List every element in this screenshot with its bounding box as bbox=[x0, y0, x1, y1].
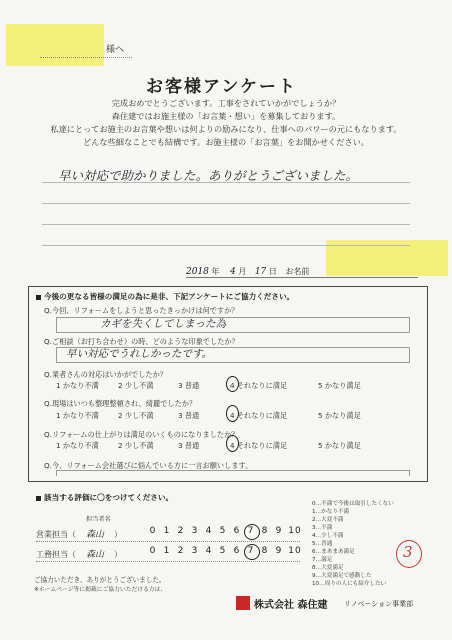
question-3: Q.業者さんの対応はいかがでしたか？ bbox=[44, 370, 167, 379]
legend-1: 1…かなり不満 bbox=[312, 509, 350, 515]
company-logo-icon bbox=[236, 596, 250, 610]
stamp-number: 3 bbox=[403, 543, 413, 561]
question-4: Q.現場はいつも整理整頓され、綺麗でしたか？ bbox=[44, 399, 197, 408]
addressee-underline bbox=[40, 57, 132, 58]
q4-option-2: 2 少し不満 bbox=[118, 411, 154, 420]
construction-score-9: 9 bbox=[275, 546, 283, 556]
q4-selected-circle bbox=[226, 405, 239, 422]
q3-option-4: 4 それなりに満足 bbox=[230, 381, 288, 390]
signature-year: 2018 bbox=[186, 267, 209, 277]
q5-option-3: 3 普通 bbox=[178, 441, 200, 450]
page-title: お客様アンケート bbox=[146, 77, 297, 97]
answer-2: 早い対応でうれしかったです。 bbox=[66, 348, 213, 360]
q5-selected-circle bbox=[226, 435, 239, 452]
answer-1: カギを失くしてしまった為 bbox=[100, 318, 226, 330]
answer-6-box bbox=[56, 470, 410, 476]
q3-option-5: 5 かなり満足 bbox=[318, 381, 361, 390]
sales-score-8: 8 bbox=[261, 526, 269, 536]
construction-score-10: 10 bbox=[288, 546, 302, 556]
construction-score-5: 5 bbox=[219, 546, 227, 556]
comment-line bbox=[42, 245, 410, 246]
question-5: Q.リフォームの仕上がりは満足のいくものになりましたか？ bbox=[44, 430, 239, 439]
legend-2: 2…大変不満 bbox=[312, 517, 344, 523]
construction-staff-label: 工務担当（ bbox=[36, 550, 76, 559]
signature-day: 17 bbox=[254, 267, 267, 277]
sales-scale bbox=[146, 526, 304, 536]
construction-score-7: 7 bbox=[247, 546, 255, 556]
question-2: Q.ご相談（お打ち合わせ）の時、どのような印象でしたか？ bbox=[44, 337, 239, 346]
construction-score-2: 2 bbox=[177, 546, 185, 556]
question-6: Q.今、リフォーム会社選びに悩んでいる方に一言お願いします。 bbox=[44, 461, 253, 470]
sales-score-5: 5 bbox=[219, 526, 227, 536]
legend-6: 6…まあまあ満足 bbox=[312, 549, 355, 555]
sales-score-4: 4 bbox=[205, 526, 213, 536]
construction-scale bbox=[146, 546, 304, 556]
sales-staff-label: 営業担当（ bbox=[36, 530, 76, 539]
signature-month-unit: 月 bbox=[238, 267, 247, 276]
sales-selected-circle bbox=[244, 524, 260, 540]
comment-line bbox=[42, 224, 410, 225]
intro-line-1: 完成おめでとうございます。工事をされていかがでしょうか？ bbox=[111, 98, 341, 108]
intro-line-2: 森住建ではお施主様の「お言葉・想い」を募集しております。 bbox=[111, 111, 341, 121]
construction-score-4: 4 bbox=[205, 546, 213, 556]
sales-score-6: 6 bbox=[233, 526, 241, 536]
legend-9: 9…大変満足で感動した bbox=[312, 573, 372, 579]
q5-option-2: 2 少し不満 bbox=[118, 441, 154, 450]
q5-option-1: 1 かなり不満 bbox=[56, 441, 99, 450]
question-1: Q.今回、リフォームをしようと思ったきっかけは何ですか？ bbox=[44, 306, 239, 315]
legend-4: 4…少し不満 bbox=[312, 533, 344, 539]
q3-selected-circle bbox=[226, 376, 239, 392]
q4-option-1: 1 かなり不満 bbox=[56, 411, 99, 420]
construction-underline bbox=[36, 561, 300, 562]
legend-0: 0…不満で今後は取引したくない bbox=[312, 501, 394, 507]
q3-option-3: 3 普通 bbox=[178, 381, 200, 390]
intro-line-3: 私達にとってお施主のお言葉や想いは何よりの励みになり、仕事へのパワーの元にもなります。 bbox=[50, 124, 402, 134]
footer-thanks: ご協力いただき、ありがとうございました。 bbox=[34, 576, 166, 584]
q3-option-2: 2 少し不満 bbox=[118, 381, 154, 390]
construction-score-3: 3 bbox=[191, 546, 199, 556]
rating-header bbox=[36, 492, 173, 503]
sales-score-2: 2 bbox=[177, 526, 185, 536]
sales-score-10: 10 bbox=[288, 526, 302, 536]
company-division: リノベーション事業部 bbox=[344, 600, 414, 608]
q5-option-5: 5 かなり満足 bbox=[318, 441, 361, 450]
construction-score-6: 6 bbox=[233, 546, 241, 556]
signature-month: 4 bbox=[230, 267, 236, 277]
legend-7: 7…満足 bbox=[312, 557, 333, 563]
signature-day-unit: 日 bbox=[268, 267, 277, 276]
q4-option-3: 3 普通 bbox=[178, 411, 200, 420]
legend-5: 5…普通 bbox=[312, 541, 333, 547]
rating-bullet-icon bbox=[36, 496, 41, 501]
rating-legend bbox=[312, 500, 394, 588]
legend-8: 8…大変満足 bbox=[312, 565, 344, 571]
legend-3: 3…不満 bbox=[312, 525, 333, 531]
redacted-name-top bbox=[6, 24, 104, 66]
signature-year-unit: 年 bbox=[211, 267, 220, 276]
construction-staff-row bbox=[36, 547, 122, 560]
q5-option-4: 4 それなりに満足 bbox=[230, 441, 288, 450]
comment-line bbox=[42, 203, 410, 204]
signature-date bbox=[186, 266, 309, 277]
sales-staff-close: ） bbox=[114, 530, 122, 539]
sales-score-3: 3 bbox=[191, 526, 199, 536]
sales-staff-name: 森山 bbox=[85, 530, 104, 540]
construction-score-1: 1 bbox=[163, 546, 171, 556]
construction-selected-circle bbox=[244, 544, 260, 560]
addressee-suffix: 様へ bbox=[106, 45, 125, 55]
legend-10: 10…周りの人にも紹介したい bbox=[312, 581, 387, 587]
survey-header-text: 今後の更なる皆様の満足の為に是非、下記アンケートにご協力ください。 bbox=[44, 292, 295, 301]
survey-header bbox=[36, 291, 294, 302]
construction-staff-close: ） bbox=[114, 550, 122, 559]
sales-score-7: 7 bbox=[247, 526, 255, 536]
construction-score-0: 0 bbox=[149, 546, 157, 556]
signature-line bbox=[186, 277, 418, 278]
signature-name-label: お名前 bbox=[285, 267, 310, 276]
footer-note: ※ホームページ等に掲載にご協力いただける方は、 bbox=[34, 587, 167, 593]
staff-name-header: 担当者名 bbox=[86, 516, 111, 523]
sales-score-1: 1 bbox=[163, 526, 171, 536]
handwritten-comment: 早い対応で助かりました。ありがとうございました。 bbox=[58, 168, 359, 183]
q3-option-1: 1 かなり不満 bbox=[56, 381, 99, 390]
company-name: 株式会社 森住建 bbox=[254, 600, 328, 611]
survey-bullet-icon bbox=[36, 295, 41, 300]
construction-score-8: 8 bbox=[261, 546, 269, 556]
q4-option-5: 5 かなり満足 bbox=[318, 411, 361, 420]
intro-line-4: どんな些細なことでも結構です。お施主様の「お言葉」をお聞かせください。 bbox=[83, 137, 369, 147]
q4-option-4: 4 それなりに満足 bbox=[230, 411, 288, 420]
sales-underline bbox=[36, 541, 300, 542]
sales-score-0: 0 bbox=[149, 526, 157, 536]
sales-staff-row bbox=[36, 527, 122, 540]
construction-staff-name: 森山 bbox=[85, 550, 104, 560]
rating-header-text: 該当する評価に〇をつけてください。 bbox=[44, 493, 174, 502]
sales-score-9: 9 bbox=[275, 526, 283, 536]
